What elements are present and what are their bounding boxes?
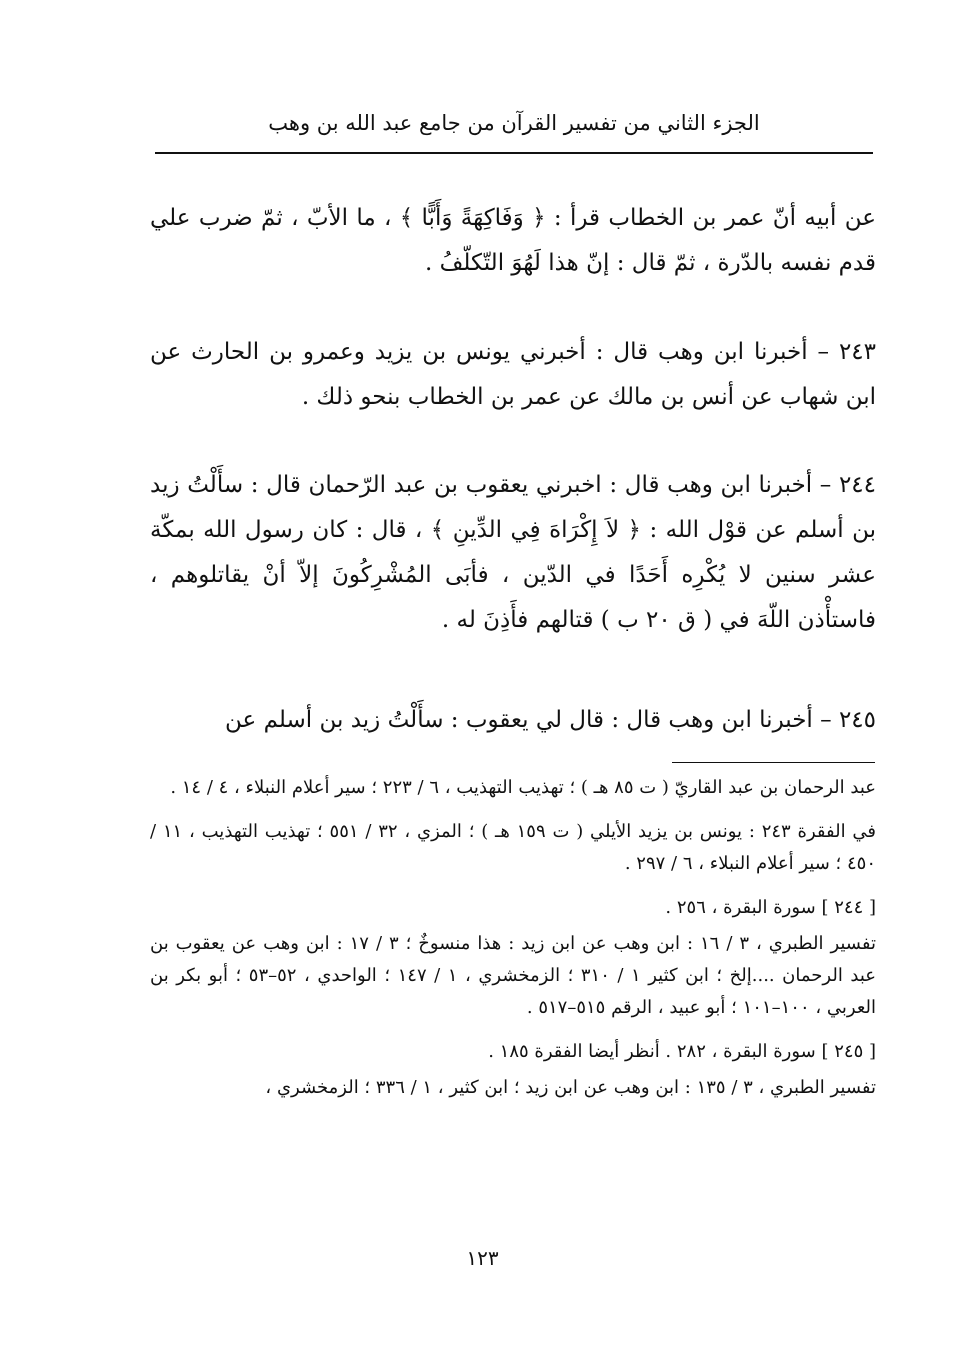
footnote: [ ٢٤٥ ] سورة البقرة ، ٢٨٢ . أنظر أيضا الفقرة ١٨٥ . xyxy=(488,1041,876,1062)
page-number: ١٢٣ xyxy=(466,1246,499,1270)
footnotes xyxy=(150,772,876,1116)
paragraph-text: ٢٤٣ – أخبرنا ابن وهب قال : أخبرني يونس بن يزيد وعمرو بن الحارث عن ابن شهاب عن أنس بن مالك عن عمر بن الخطاب بنحو ذلك . xyxy=(150,339,876,410)
paragraph-text: ٢٤٤ – أخبرنا ابن وهب قال : اخبرني يعقوب بن عبد الرّحمان قال : سأَلْتُ زيد بن أسلم عن قوْل الله : ﴿ لاَ إِكْرَاهَ فِي الدِّينِ ﴾ ، قال : كان رسول الله بمكّة عشر سنين لا يُكْرِه أَحَدًا في الدّين ، فأبَى المُشْرِكُونَ إلاّ أنْ يقاتلوهم ، فاستأْذن اللّهَ في ( ق ٢٠ ب ) قتالهم فأَذِنَ له . xyxy=(150,472,876,633)
paragraph-text: ٢٤٥ – أخبرنا ابن وهب قال : قال لي يعقوب : سأَلْتُ زيد بن أسلم عن xyxy=(225,707,876,733)
running-header: الجزء الثاني من تفسير القرآن من جامع عبد الله بن وهب xyxy=(268,111,760,135)
header-rule xyxy=(155,152,873,154)
footnote: عبد الرحمان بن عبد القاريّ ( ت ٨٥ هـ ) ؛ تهذيب التهذيب ، ٦ / ٢٢٣ ؛ سير أعلام النبلاء ، ٤ / ١٤ . xyxy=(170,777,876,798)
paragraph-245 xyxy=(150,698,876,743)
paragraph-243 xyxy=(150,330,876,420)
footnote: [ ٢٤٤ ] سورة البقرة ، ٢٥٦ . xyxy=(665,897,876,918)
paragraph-text: عن أبيه أنّ عمر بن الخطاب قرأ : ﴿ وَفَاكِهَةً وَأَبًّا ﴾ ، ما الأبّ ، ثمّ ضرب علي قدم نفسه بالدّرة ، ثمّ قال : إنّ هذا لَهُوَ التّكلّفُ . xyxy=(150,205,876,276)
footnote-rule xyxy=(672,762,875,763)
paragraph-244 xyxy=(150,463,876,643)
footnote: تفسير الطبري ، ٣ / ١٣٥ : ابن وهب عن ابن زيد ؛ ابن كثير ، ١ / ٣٣٦ ؛ الزمخشري ، xyxy=(265,1077,876,1098)
paragraph-continuation xyxy=(150,196,876,286)
footnote: في الفقرة ٢٤٣ : يونس بن يزيد الأيلي ( ت ١٥٩ هـ ) ؛ المزي ، ٣٢ / ٥٥١ ؛ تهذيب التهذيب ، ١١ / ٤٥٠ ؛ سير أعلام النبلاء ، ٦ / ٢٩٧ . xyxy=(150,821,876,874)
footnote: تفسير الطبري ، ٣ / ١٦ : ابن وهب عن ابن زيد : هذا منسوخٌ ؛ ٣ / ١٧ : ابن وهب عن يعقوب بن عبد الرحمان ....إلخ ؛ ابن كثير ١ / ٣١٠ ؛ الزمخشري ، ١ / ١٤٧ ؛ الواحدي ، ٥٢–٥٣ ؛ أبو بكر بن العربي ، ١٠٠–١٠١ ؛ أبو عبيد ، الرقم ٥١٥–٥١٧ . xyxy=(150,933,876,1018)
